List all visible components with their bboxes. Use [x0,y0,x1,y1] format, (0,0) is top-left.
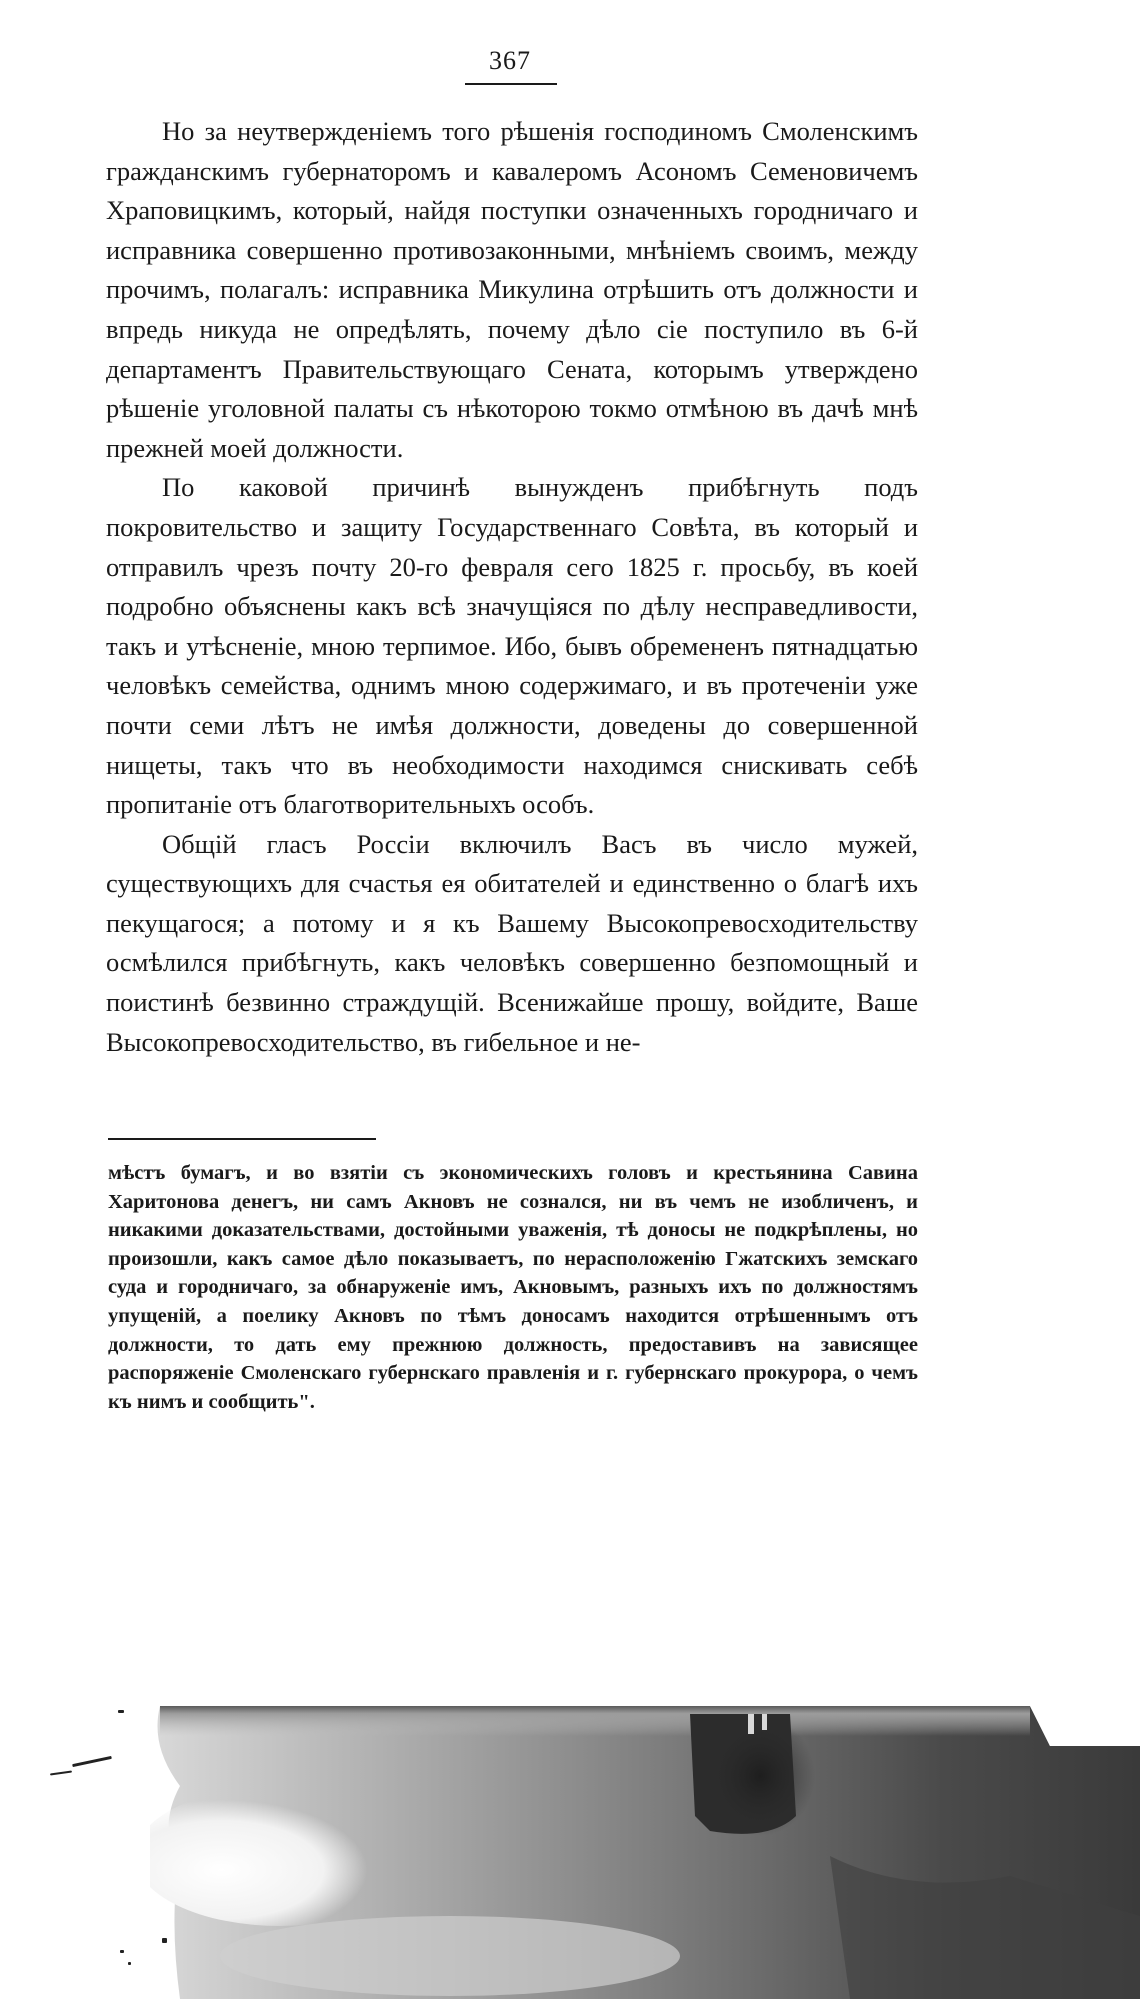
scan-speck [128,1962,131,1965]
scan-speck [118,1710,124,1713]
footnote-separator [108,1138,376,1140]
main-text [106,112,918,1062]
footnote [108,1159,918,1416]
scan-speck [120,1950,124,1953]
paragraph-1: Но за неутвержденіемъ того рѣшенія господиномъ Смоленскимъ гражданскимъ губернаторомъ и кавалеромъ Асономъ Семеновичемъ Храповицкимъ, который, найдя поступки означенныхъ городничаго и исправника совершенно противозаконными, мнѣніемъ своимъ, между прочимъ, полагалъ: исправника Микулина отрѣшить отъ должности и впредь никуда не опредѣлять, почему дѣло сіе поступило въ 6-й департаментъ Правительствующаго Сената, которымъ утверждено рѣшеніе уголовной палаты съ нѣкоторою токмо отмѣною въ дачѣ мнѣ прежней моей должности. [106,116,918,463]
page-number-underline [465,83,557,85]
page-number: 367 [489,46,531,75]
footnote-paragraph: мѣстъ бумагъ, и во взятіи съ экономическихъ головъ и крестьянина Савина Харитонова денегъ, ни самъ Акновъ не сознался, ни въ чемъ не изобличенъ, и никакими доказательствами, достойными уваженія, тѣ доносы не подкрѣплены, но произошли, какъ самое дѣло показываетъ, по нерасположенію Гжатскихъ земскаго суда и городничаго, за обнаруженіе имъ, Акновымъ, разныхъ ихъ по должностямъ упущеній, а поелику Акновъ по тѣмъ доносамъ находится отрѣшеннымъ отъ должности, то дать ему прежнюю должность, предоставивъ на зависящее распоряженіе Смоленскаго губернскаго правленія и г. губернскаго прокурора, о чемъ къ нимъ и сообщить". [108,1162,918,1413]
paragraph-3: Общій гласъ Россіи включилъ Васъ въ число мужей, существующихъ для счастья ея обитателей и единственно о благѣ ихъ пекущагося; а потому и я къ Вашему Высокопревосходительству осмѣлился прибѣгнуть, какъ человѣкъ совершенно безпомощный и поистинѣ безвинно страждущій. Всенижайше прошу, войдите, Ваше Высокопревосходительство, въ гибельное и не- [106,828,918,1057]
scan-artifact-graphic [150,1706,1140,1999]
scan-speck [50,1770,72,1775]
scan-artifact-smear [150,1706,1140,1999]
paragraph-2: По каковой причинѣ вынужденъ прибѣгнуть подъ покровительство и защиту Государственнаго Совѣта, въ который и отправилъ чрезъ почту 20-го февраля сего 1825 г. просьбу, въ коей подробно объяснены какъ всѣ значущіяся по дѣлу несправедливости, такъ и утѣсненіе, мною терпимое. Ибо, бывъ обремененъ пятнадцатью человѣкъ семейства, однимъ мною содержимаго, и въ протеченіи уже почти семи лѣтъ не имѣя должности, доведены до совершенной нищеты, такъ что въ необходимости находимся снискивать себѣ пропитаніе отъ благотворительныхъ особъ. [106,472,918,820]
scan-speck [72,1756,112,1767]
